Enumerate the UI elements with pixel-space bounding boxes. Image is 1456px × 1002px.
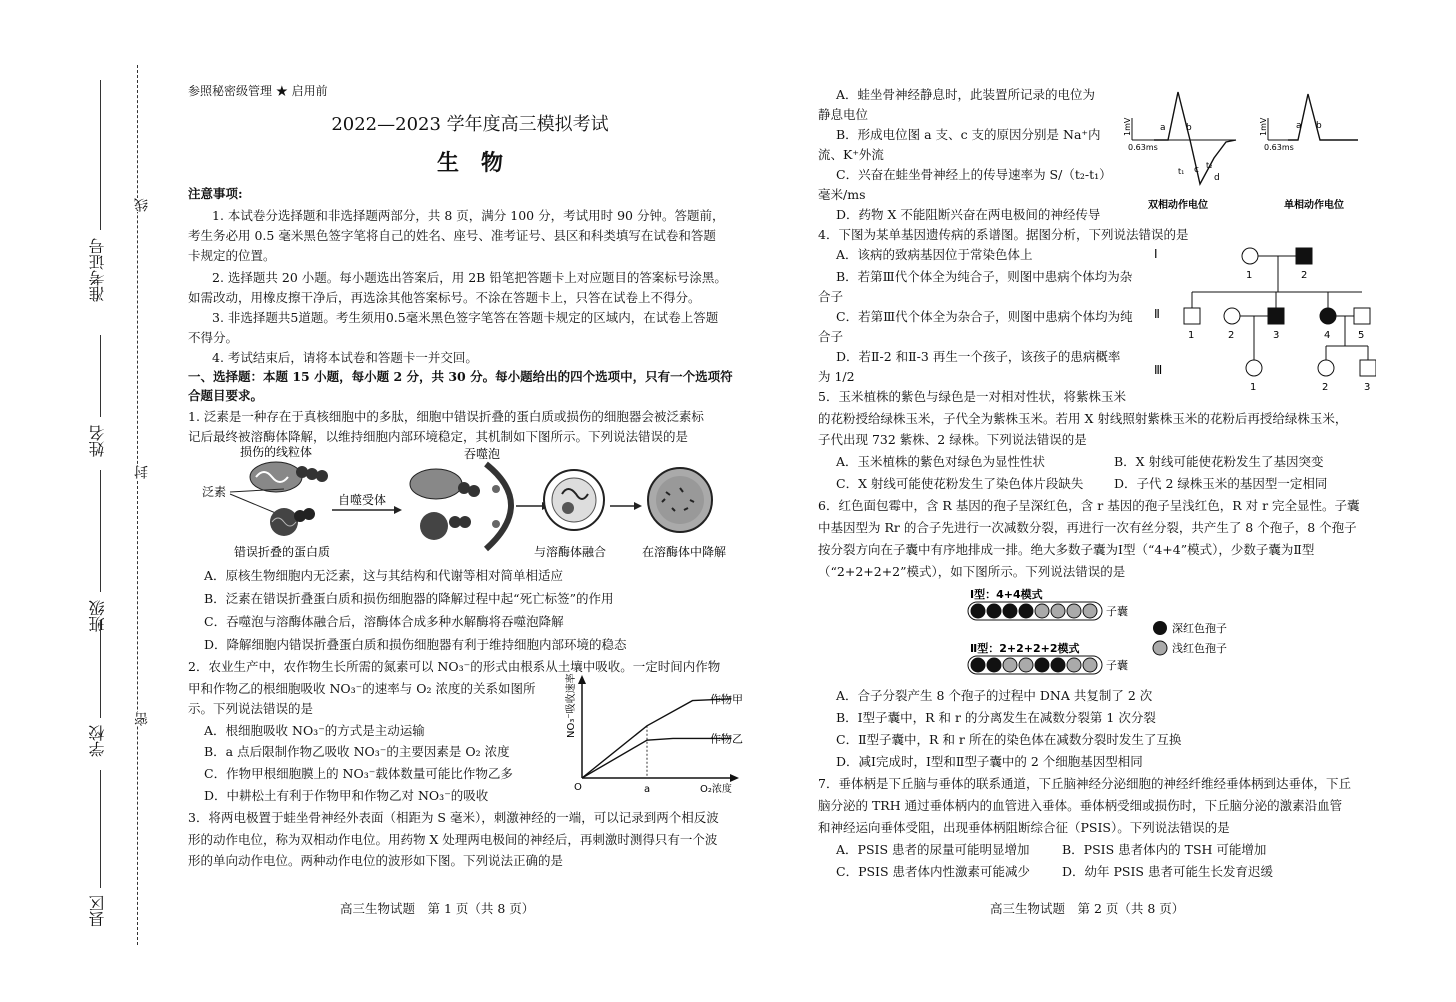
dark-spore [1035,658,1049,672]
q6-option-b: B．Ⅰ型子囊中，R 和 r 的分离发生在减数分裂第 1 次分裂 [836,710,1156,725]
light-spore [1083,604,1097,618]
dark-spore [1019,604,1033,618]
svg-text:t₂: t₂ [1206,161,1213,170]
fig-label-damaged-mito: 损伤的线粒体 [240,445,313,459]
fusion-icon [544,470,604,530]
q4-option-b-cont: 合子 [818,289,844,304]
light-spore [1051,604,1065,618]
q1-stem: 1. 泛素是一种存在于真核细胞中的多肽，细胞中错误折叠的蛋白质或损伤的细胞器会被泛素标 [188,409,704,424]
q7-option-b: B．PSIS 患者体内的 TSH 可能增加 [1062,842,1267,857]
q6-stem: （“2+2+2+2”模式），如下图所示。下列说法错误的是 [818,564,1126,579]
x-axis-label: O₂浓度 [700,784,732,795]
type2-label: Ⅱ型：2+2+2+2模式 [970,642,1080,655]
q2-option-a: A．根细胞吸收 NO₃⁻的方式是主动运输 [204,723,425,738]
svg-text:Ⅱ: Ⅱ [1154,307,1160,321]
svg-text:a: a [1160,123,1166,133]
q4-stem: 4．下图为某单基因遗传病的系谱图。据图分析，下列说法错误的是 [818,227,1189,242]
series-label-jia: 作物甲 [710,692,743,706]
q5-stem: 5．玉米植株的紫色与绿色是一对相对性状，将紫株玉米 [818,389,1126,404]
q3-option-b-cont: 流、K⁺外流 [818,147,884,162]
svg-text:t₁: t₁ [1178,167,1185,176]
page-footer-right: 高三生物试题 第 2 页（共 8 页） [990,901,1185,916]
phagophore-icon [410,464,511,549]
light-spore [1067,604,1081,618]
q7-option-a: A．PSIS 患者的尿量可能明显增加 [836,842,1030,857]
svg-text:1: 1 [1188,330,1195,341]
dark-spore [1051,658,1065,672]
fig-label-degrade: 在溶酶体中降解 [642,545,727,559]
lysosome-degrade-icon [648,468,712,532]
q1-option-c: C．吞噬泡与溶酶体融合后，溶酶体合成多种水解酶将吞噬泡降解 [204,614,564,629]
svg-text:c: c [1194,165,1199,175]
svg-text:3: 3 [1364,382,1371,393]
legend-light-label: 浅红色孢子 [1172,642,1227,655]
q1-option-d: D．降解细胞内错误折叠蛋白质和损伤细胞器有利于维持细胞内部环境的稳态 [204,637,627,652]
ped-I-1 [1242,248,1258,264]
svg-text:b: b [1186,123,1192,133]
scale-t-label: 0.63ms [1128,143,1158,152]
q7-option-c: C．PSIS 患者体内性激素可能减少 [836,864,1031,879]
ped-II-1 [1184,308,1200,324]
q2-stem: 甲和作物乙的根细胞吸收 NO₃⁻的速率与 O₂ 浓度的关系如图所 [188,681,536,696]
ped-II-5 [1354,308,1370,324]
svg-text:d: d [1214,173,1220,183]
light-spore [1067,658,1081,672]
ped-III-2 [1318,360,1334,376]
x-tick-a: a [644,784,651,795]
q3-stem: 3．将两电极置于蛙坐骨神经外表面（相距为 S 毫米），刺激神经的一端，可以记录到两个相反波 [188,810,719,825]
type1-label: Ⅰ型：4+4模式 [970,588,1043,601]
q6-option-a: A．合子分裂产生 8 个孢子的过程中 DNA 共复制了 2 次 [836,688,1153,703]
monophasic-label: 单相动作电位 [1284,200,1344,211]
q3-stem: 形的单向动作电位。两种动作电位的波形如下图。下列说法正确的是 [188,853,564,868]
dark-spore [971,604,985,618]
exam-title: 2022—2023 学年度高三模拟考试 [331,114,609,135]
q4-option-d-cont: 为 1/2 [818,369,855,384]
notes-line: 考生务必用 0.5 毫米黑色签字笔将自己的姓名、座号、准考证号、县区和科类填写在试卷和答题 [188,228,716,243]
notes-line: 卡规定的位置。 [188,248,276,263]
biphasic-label: 双相动作电位 [1148,200,1208,211]
seal-mark-seal: 封 [134,465,150,479]
q2-option-c: C．作物甲根细胞膜上的 NO₃⁻载体数量可能比作物乙多 [204,766,513,781]
seal-mark-secret: 密 [134,712,150,726]
q5-option-d: D．子代 2 绿株玉米的基因型一定相同 [1114,476,1328,491]
notes-line: 不得分。 [188,330,239,345]
subject-title: 生 物 [436,150,503,176]
q2-stem: 2．农业生产中，农作物生长所需的氮素可以 NO₃⁻的形式由根系从土壤中吸收。一定时间内作物 [188,659,721,674]
y-axis-label: NO₃⁻吸收速率 [566,673,577,738]
q7-stem: 脑分泌的 TRH 通过垂体柄内的血管进入垂体。垂体柄受细或损伤时，下丘脑分泌的激素沿血管 [818,798,1343,813]
fig-label-fusion: 与溶酶体融合 [534,545,607,559]
ped-II-3 [1268,308,1284,324]
origin-label: O [574,782,582,793]
fig-label-phagophore: 吞噬泡 [464,447,501,461]
svg-text:2: 2 [1301,270,1308,281]
q2-stem: 示。下列说法错误的是 [188,701,314,716]
svg-text:4: 4 [1324,330,1331,341]
field-name-line [100,335,101,417]
svg-text:2: 2 [1228,330,1235,341]
ped-II-2 [1224,308,1240,324]
field-name: 姓名 [88,425,107,457]
section-heading: 一、选择题：本题 15 小题，每小题 2 分，共 30 分。每小题给出的四个选项中，只有一个选项符 [188,369,733,384]
ped-III-3 [1360,360,1376,376]
q5-stem: 子代出现 732 紫株、2 绿株。下列说法错误的是 [818,432,1087,447]
q3-option-a: A．蛙坐骨神经静息时，此装置所记录的电位为 [836,87,1096,102]
damaged-mito-icon [250,462,302,492]
svg-text:b: b [1316,121,1322,131]
svg-text:Ⅲ: Ⅲ [1154,363,1163,377]
q4-option-d: D．若Ⅱ-2 和Ⅱ-3 再生一个孩子，该孩子的患病概率 [836,349,1121,364]
series-label-yi: 作物乙 [710,732,743,746]
q3-stem: 形的动作电位，称为双相动作电位。用药物 X 处理两电极间的神经后，再刺激时测得只有一个波 [188,832,718,847]
q3-option-d: D．药物 X 不能阻断兴奋在两电极间的神经传导 [836,207,1101,222]
ubiquitin-icon [296,466,308,478]
q6-stem: 6．红色面包霉中，含 R 基因的孢子呈深红色，含 r 基因的孢子呈浅红色，R 对 r 完全显性。子囊 [818,498,1360,513]
q4-option-c-cont: 合子 [818,329,844,344]
q6-stem: 按分裂方向在子囊中有序地排成一排。绝大多数子囊为Ⅰ型（“4+4”模式），少数子囊为Ⅱ型 [818,542,1315,557]
q1-autophagy-figure [196,444,744,564]
q2-uptake-chart [560,672,760,798]
scale-v-label: 1mV [1123,117,1132,136]
q5-option-a: A．玉米植株的紫色对绿色为显性性状 [836,454,1046,469]
fig-label-receptor: 自噬受体 [338,493,387,507]
q6-stem: 中基因型为 Rr 的合子先进行一次减数分裂，再进行一次有丝分裂，共产生了 8 个孢子，8 个孢子 [818,520,1357,535]
field-class-line [100,470,101,592]
ped-III-1 [1246,360,1262,376]
ascus-label-2: 子囊 [1106,659,1128,672]
light-spore [1035,604,1049,618]
q3-option-c-cont: 毫米/ms [818,187,866,202]
q3-option-b: B．形成电位图 a 支、c 支的原因分别是 Na⁺内 [836,127,1101,142]
field-class: 班级 [88,600,107,632]
legend-light-icon [1153,641,1167,655]
svg-text:1: 1 [1246,270,1253,281]
binding-margin-line [137,65,138,945]
svg-text:1: 1 [1250,382,1257,393]
dark-spore [1003,604,1017,618]
field-school-line [100,620,101,718]
legend-dark-icon [1153,621,1167,635]
dark-spore [987,658,1001,672]
q7-stem: 和神经运向垂体受阻，出现垂体柄阻断综合征（PSIS）。下列说法错误的是 [818,820,1230,835]
q4-option-b: B．若第Ⅲ代个体全为纯合子，则图中患病个体均为杂 [836,269,1133,284]
q4-pedigree-chart [1146,240,1376,398]
q5-option-c: C．X 射线可能使花粉发生了染色体片段缺失 [836,476,1084,491]
q5-option-b: B．X 射线可能使花粉发生了基因突变 [1114,454,1324,469]
q6-option-c: C．Ⅱ型子囊中，R 和 r 所在的染色体在减数分裂时发生了互换 [836,732,1182,747]
svg-text:5: 5 [1358,330,1365,341]
svg-text:a: a [1296,121,1302,131]
field-district-line [100,770,101,888]
q1-option-b: B．泛素在错误折叠蛋白质和损伤细胞器的降解过程中起“死亡标签”的作用 [204,591,614,606]
q4-option-c: C．若第Ⅲ代个体全为杂合子，则图中患病个体均为纯 [836,309,1133,324]
field-exam-number-line [100,80,101,230]
dark-spore [971,658,985,672]
monophasic-wave [1288,94,1358,140]
svg-text:0.63ms: 0.63ms [1264,143,1294,152]
q3-option-c: C．兴奋在蛙坐骨神经上的传导速率为 S/（t₂-t₁） [836,167,1112,182]
fig-label-ubiquitin: 泛素 [202,485,227,499]
seal-mark-line: 线 [134,198,150,212]
q2-option-b: B．a 点后限制作物乙吸收 NO₃⁻的主要因素是 O₂ 浓度 [204,744,510,759]
notes-line: 1. 本试卷分选择题和非选择题两部分，共 8 页，满分 100 分，考试用时 90 分钟。答题前， [212,208,725,223]
q2-option-d: D．中耕松土有利于作物甲和作物乙对 NO₃⁻的吸收 [204,788,489,803]
notes-line: 4. 考试结束后，请将本试卷和答题卡一并交回。 [212,350,478,365]
q1-stem: 记后最终被溶酶体降解，以维持细胞内部环境稳定，其机制如下图所示。下列说法错误的是 [188,429,689,444]
field-district: 县区 [88,895,107,927]
ped-I-2 [1296,248,1312,264]
legend-dark-label: 深红色孢子 [1172,622,1227,635]
light-spore [1003,658,1017,672]
notes-line: 3. 非选择题共5道题。考生须用0.5毫米黑色签字笔答在答题卡规定的区域内，在试卷上答题 [212,310,719,325]
light-spore [1083,658,1097,672]
q3-action-potential-figure [1118,88,1368,214]
svg-text:Ⅰ: Ⅰ [1154,247,1158,261]
q7-stem: 7．垂体柄是下丘脑与垂体的联系通道，下丘脑神经分泌细胞的神经纤维经垂体柄到达垂体，下丘 [818,776,1351,791]
fig-label-misfolded: 错误折叠的蛋白质 [234,545,331,559]
dark-spore [987,604,1001,618]
q6-ascus-figure [960,584,1250,680]
notes-line: 2. 选择题共 20 小题。每小题选出答案后，用 2B 铅笔把答题卡上对应题目的答案标号涂黑。 [212,270,727,285]
svg-text:2: 2 [1322,382,1329,393]
ped-II-4 [1320,308,1336,324]
field-school: 学校 [88,725,107,757]
secrecy-label: 参照秘密级管理 ★ 启用前 [188,84,328,98]
section-heading: 合题目要求。 [188,388,264,403]
q5-stem: 的花粉授给绿株玉米，子代全为紫株玉米。若用 X 射线照射紫株玉米的花粉后再授给绿株玉米， [818,411,1348,426]
misfolded-protein-icon [270,508,315,536]
notes-line: 如需改动，用橡皮擦干净后，再选涂其他答案标号。不涂在答题卡上，只答在试卷上不得分。 [188,290,701,305]
ascus-label-1: 子囊 [1106,605,1128,618]
svg-text:1mV: 1mV [1259,117,1268,136]
q6-option-d: D．减Ⅰ完成时，Ⅰ型和Ⅱ型子囊中的 2 个细胞基因型相同 [836,754,1143,769]
svg-text:3: 3 [1273,330,1280,341]
q1-option-a: A．原核生物细胞内无泛素，这与其结构和代谢等相对简单相适应 [204,568,564,583]
q7-option-d: D．幼年 PSIS 患者可能生长发育迟缓 [1062,864,1273,879]
light-spore [1019,658,1033,672]
page-footer-left: 高三生物试题 第 1 页（共 8 页） [340,901,535,916]
q4-option-a: A．该病的致病基因位于常染色体上 [836,247,1033,262]
notes-heading: 注意事项: [188,186,243,201]
q3-option-a-cont: 静息电位 [818,107,869,122]
field-exam-number: 准考证号 [88,238,107,302]
